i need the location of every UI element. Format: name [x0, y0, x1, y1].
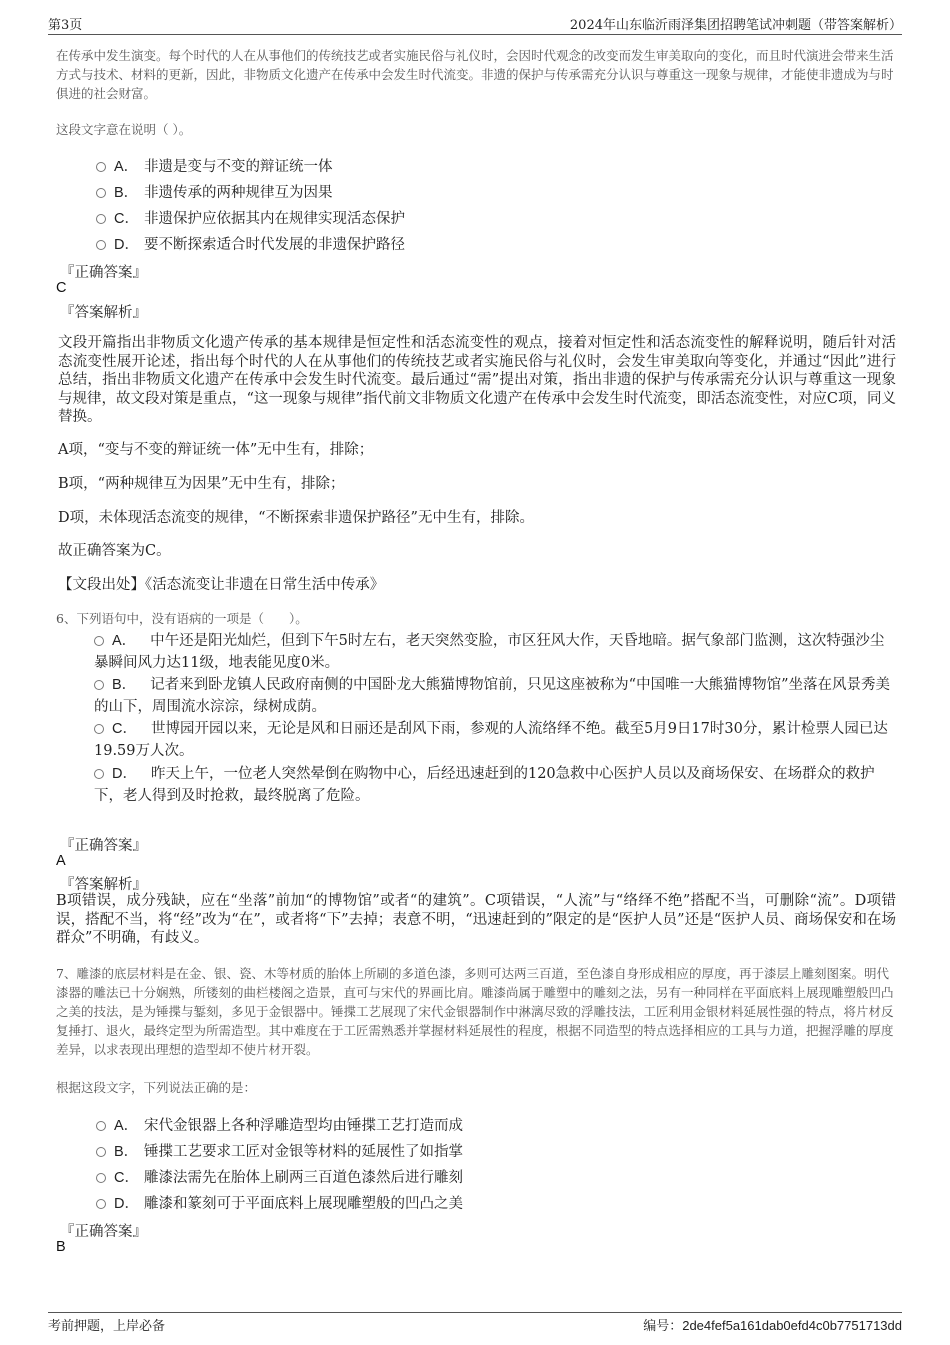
q7-passage: 7、雕漆的底层材料是在金、银、瓷、木等材质的胎体上所刷的多道色漆，多则可达两三百道，至色漆自身形成相应的厚度，再于漆层上雕刻图案。明代漆器的雕法已十分娴熟，所镂刻的曲栏楼阁之造景，直可与宋代的界画比肩。雕漆尚属于雕塑中的雕刻之法，另有一种同样在平面底料上展现雕塑般凹凸之美的技法，是为锤揲与錾刻，多见于金银器中。锤揲工艺展现了宋代金银器制作中淋漓尽致的浮雕技法，工匠利用金银材料延展性强的特点，将片材反复捶打、退火，最终定型为所需造型。其中难度在于工匠需熟悉并掌握材料延展性的程度，根据不同造型的特点选择相应的工具与力道，把握浮雕的厚度差异，以求表现出理想的造型却不使片材开裂。 — [56, 966, 894, 1057]
q7-option-b[interactable]: B． 锤揲工艺要求工匠对金银等材料的延展性了如指掌 — [96, 1140, 463, 1161]
q6-option-d[interactable]: D． 昨天上午，一位老人突然晕倒在购物中心，后经迅速赶到的120急救中心医护人员以及商场保安、在场群众的救护下，老人得到及时抢救，最终脱离了危险。 — [94, 766, 875, 804]
q7-question: 根据这段文字，下列说法正确的是： — [56, 1080, 257, 1095]
q6-analysis: B项错误，成分残缺，应在“坐落”前加“的博物馆”或者“的建筑”。C项错误，“人流”与“络绎不绝”搭配不当，可删除“流”。D项错误，搭配不当，将“经”改为“在”，或者将“下”去掉；表意不明，“迅速赶到的”限定的是“医护人员”还是“医护人员、商场保安和在场群众”不明确，有歧义。 — [56, 893, 896, 946]
q7-answer: B — [56, 1239, 66, 1255]
q5-option-d[interactable]: D． 要不断探索适合时代发展的非遗保护路径 — [96, 233, 405, 254]
q6-question: 6、下列语句中，没有语病的一项是（ ）。 — [56, 611, 308, 626]
radio-icon[interactable] — [96, 214, 106, 224]
q5-source: 【文段出处】《活态流变让非遗在日常生活中传承》 — [58, 577, 385, 593]
q5-passage: 在传承中发生演变。每个时代的人在从事他们的传统技艺或者实施民俗与礼仪时，会因时代观念的改变而发生审美取向的变化，而且时代演进会带来生活方式与技术、材料的更新，因此，非物质文化遗产在传承中会发生时代流变。非遗的保护与传承需充分认识与尊重这一现象与规律，才能使非遗成为与时俱进的社会财富。 — [56, 48, 894, 101]
q5-analysis-main: 文段开篇指出非物质文化遗产传承的基本规律是恒定性和活态流变性的观点，接着对恒定性和活态流变性的解释说明，随后针对活态流变性展开论述，指出每个时代的人在从事他们的传统技艺或者实施民俗与礼仪时，会发生审美取向等变化，并通过“因此”进行总结，指出非物质文化遗产在传承中会发生时代流变。最后通过“需”提出对策，指出非遗的保护与传承需充分认识与尊重这一现象与规律，故文段对策是重点，“这一现象与规律”指代前文非物质文化遗产在传承中会发生时代流变，即活态流变性，对应C项，同义替换。 — [58, 335, 896, 425]
q5-option-c[interactable]: C． 非遗保护应依据其内在规律实现活态保护 — [96, 207, 405, 228]
q7-option-d[interactable]: D． 雕漆和篆刻可于平面底料上展现雕塑般的凹凸之美 — [96, 1192, 463, 1213]
code-label: 编号： — [643, 1319, 683, 1334]
document-title: 2024年山东临沂雨泽集团招聘笔试冲刺题（带答案解析） — [569, 18, 902, 33]
page-header — [48, 12, 902, 35]
q5-answer-label: 『正确答案』 — [60, 265, 147, 281]
q7-answer-label: 『正确答案』 — [60, 1224, 147, 1240]
footer-slogan: 考前押题，上岸必备 — [48, 1319, 166, 1334]
q5-analysis-b: B项，“两种规律互为因果”无中生有，排除； — [58, 476, 345, 492]
q5-option-a[interactable]: A． 非遗是变与不变的辩证统一体 — [96, 155, 333, 176]
q5-answer: C — [56, 280, 67, 296]
radio-icon[interactable] — [94, 636, 104, 646]
q6-option-a[interactable]: A． 中午还是阳光灿烂，但到下午5时左右，老天突然变脸，市区狂风大作，天昏地暗。据气象部门监测，这次特强沙尘暴瞬间风力达11级，地表能见度0米。 — [94, 633, 885, 671]
q5-option-b[interactable]: B． 非遗传承的两种规律互为因果 — [96, 181, 333, 202]
radio-icon[interactable] — [96, 1121, 106, 1131]
radio-icon[interactable] — [96, 1147, 106, 1157]
code-value: 2de4fef5a161dab0efd4c0b7751713dd — [682, 1318, 902, 1333]
radio-icon[interactable] — [96, 162, 106, 172]
q6-option-c[interactable]: C． 世博园开园以来，无论是风和日丽还是刮风下雨，参观的人流络绎不绝。截至5月9日17时30分，累计检票人园已达19.59万人次。 — [94, 721, 888, 759]
radio-icon[interactable] — [96, 188, 106, 198]
page-footer — [48, 1312, 902, 1335]
radio-icon[interactable] — [94, 680, 104, 690]
q6-answer: A — [56, 853, 66, 869]
q7-option-a[interactable]: A． 宋代金银器上各种浮雕造型均由锤揲工艺打造而成 — [96, 1114, 463, 1135]
page-number: 第3页 — [48, 18, 83, 33]
q5-analysis-label: 『答案解析』 — [60, 305, 147, 321]
q6-analysis-label: 『答案解析』 — [60, 877, 147, 893]
q5-question: 这段文字意在说明（ ）。 — [56, 122, 192, 137]
q6-answer-label: 『正确答案』 — [60, 838, 147, 854]
q6-option-b[interactable]: B． 记者来到卧龙镇人民政府南侧的中国卧龙大熊猫博物馆前，只见这座被称为“中国唯一大熊猫博物馆”坐落在风景秀美的山下，周围流水淙淙，绿树成荫。 — [94, 677, 890, 715]
radio-icon[interactable] — [94, 724, 104, 734]
radio-icon[interactable] — [96, 240, 106, 250]
radio-icon[interactable] — [94, 769, 104, 779]
document-code — [643, 1315, 902, 1334]
q7-option-c[interactable]: C． 雕漆法需先在胎体上刷两三百道色漆然后进行雕刻 — [96, 1166, 463, 1187]
q5-conclusion: 故正确答案为C。 — [58, 543, 171, 559]
q5-analysis-a: A项，“变与不变的辩证统一体”无中生有，排除； — [58, 442, 374, 458]
radio-icon[interactable] — [96, 1199, 106, 1209]
radio-icon[interactable] — [96, 1173, 106, 1183]
q5-analysis-d: D项，未体现活态流变的规律，“不断探索非遗保护路径”无中生有，排除。 — [58, 510, 534, 526]
